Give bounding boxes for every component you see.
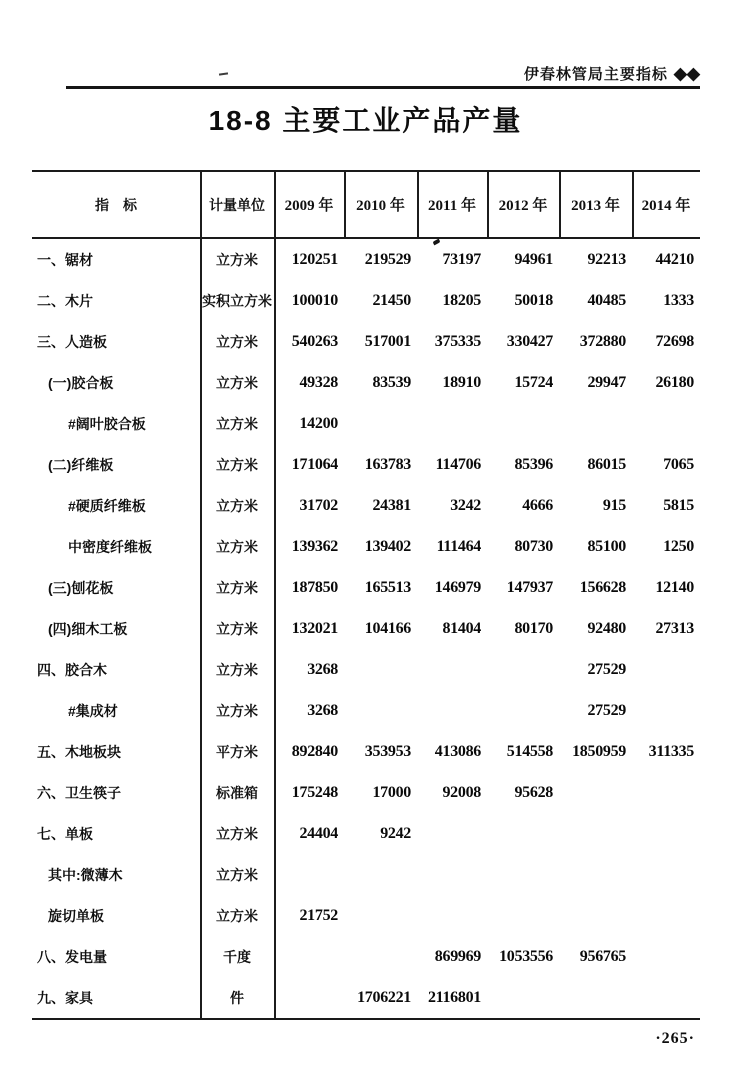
value-cell: 3268 — [307, 701, 338, 719]
indicator-cell: 中密度纤维板 — [68, 538, 152, 555]
value-cell: 92213 — [587, 250, 626, 268]
value-cell: 100010 — [291, 291, 338, 309]
indicator-cell: #阔叶胶合板 — [68, 415, 146, 432]
value-cell: 80170 — [514, 619, 553, 637]
column-header: 2014 年 — [641, 198, 691, 214]
unit-cell: 立方米 — [216, 456, 258, 473]
value-cell: 21752 — [299, 906, 338, 924]
value-cell: 372880 — [579, 332, 626, 350]
value-cell: 15724 — [514, 373, 553, 391]
unit-cell: 立方米 — [216, 866, 258, 883]
column-header: 2013 年 — [571, 198, 620, 214]
value-cell: 17000 — [372, 783, 411, 801]
value-cell: 94961 — [514, 250, 553, 268]
value-cell: 92008 — [442, 783, 481, 801]
unit-cell: 立方米 — [216, 579, 258, 596]
products-table — [32, 170, 700, 1020]
column-header: 2010 年 — [356, 198, 405, 214]
value-cell: 50018 — [514, 291, 553, 309]
column-header: 指 标 — [95, 196, 137, 213]
value-cell: 81404 — [442, 619, 481, 637]
table-row — [32, 977, 700, 1018]
unit-cell: 立方米 — [216, 907, 258, 924]
value-cell: 40485 — [587, 291, 626, 309]
indicator-cell: (四)细木工板 — [48, 620, 128, 637]
table-row — [32, 608, 700, 649]
value-cell: 139402 — [364, 537, 411, 555]
value-cell: 49328 — [299, 373, 338, 391]
value-cell: 139362 — [291, 537, 338, 555]
value-cell: 29947 — [587, 373, 626, 391]
table-row — [32, 526, 700, 567]
value-cell: 175248 — [291, 783, 338, 801]
page-number: ·265· — [655, 1030, 695, 1047]
header-column-separator — [632, 172, 634, 239]
indicator-cell: 其中:微薄木 — [48, 866, 123, 883]
value-cell: 540263 — [291, 332, 338, 350]
column-header: 计量单位 — [209, 196, 265, 213]
column-header: 2009 年 — [284, 198, 334, 214]
table-row — [32, 444, 700, 485]
unit-cell: 标准箱 — [216, 784, 258, 801]
value-cell: 956765 — [579, 947, 626, 965]
value-cell: 219529 — [364, 250, 411, 268]
table-row — [32, 403, 700, 444]
table-header-row — [32, 172, 700, 239]
table-row — [32, 731, 700, 772]
value-cell: 18910 — [442, 373, 481, 391]
value-cell: 156628 — [579, 578, 626, 596]
value-cell: 1053556 — [499, 947, 553, 965]
value-cell: 1706221 — [357, 988, 411, 1006]
indicator-cell: 一、锯材 — [37, 251, 93, 268]
value-cell: 9242 — [380, 824, 411, 842]
value-cell: 413086 — [434, 742, 481, 760]
value-cell: 165513 — [364, 578, 411, 596]
table-row — [32, 649, 700, 690]
indicator-cell: #硬质纤维板 — [68, 497, 146, 514]
value-cell: 1250 — [663, 537, 694, 555]
value-cell: 869969 — [434, 947, 481, 965]
column-header: 2011 年 — [428, 198, 476, 214]
unit-cell: 立方米 — [216, 374, 258, 391]
value-cell: 915 — [602, 496, 626, 514]
indicator-cell: #集成材 — [68, 702, 118, 719]
value-cell: 111464 — [436, 537, 481, 555]
unit-cell: 立方米 — [216, 333, 258, 350]
indicator-cell: 七、单板 — [37, 825, 93, 842]
table-row — [32, 280, 700, 321]
unit-cell: 立方米 — [216, 251, 258, 268]
value-cell: 21450 — [372, 291, 411, 309]
scan-speck — [219, 72, 228, 75]
column-header: 2012 年 — [498, 198, 548, 214]
table-row — [32, 485, 700, 526]
indicator-cell: 九、家具 — [37, 989, 93, 1006]
value-cell: 95628 — [514, 783, 553, 801]
unit-cell: 平方米 — [216, 743, 258, 760]
value-cell: 27529 — [587, 660, 626, 678]
table-body — [32, 239, 700, 1018]
column-rule-unit — [274, 172, 276, 1018]
column-rule-indicator — [200, 172, 202, 1018]
indicator-cell: 八、发电量 — [37, 948, 107, 965]
value-cell: 18205 — [442, 291, 481, 309]
value-cell: 83539 — [372, 373, 411, 391]
value-cell: 24381 — [372, 496, 411, 514]
value-cell: 120251 — [291, 250, 338, 268]
table-row — [32, 362, 700, 403]
value-cell: 86015 — [587, 455, 626, 473]
running-head — [524, 63, 700, 84]
indicator-cell: 二、木片 — [37, 292, 93, 309]
header-column-separator — [487, 172, 489, 239]
header-rule — [66, 86, 700, 89]
table-row — [32, 854, 700, 895]
header-column-separator — [559, 172, 561, 239]
running-head-text: 伊春林管局主要指标 — [523, 66, 668, 83]
unit-cell: 立方米 — [216, 497, 258, 514]
table-row — [32, 690, 700, 731]
unit-cell: 实积立方米 — [202, 292, 272, 309]
value-cell: 892840 — [291, 742, 338, 760]
unit-cell: 立方米 — [216, 620, 258, 637]
value-cell: 171064 — [291, 455, 338, 473]
value-cell: 4666 — [522, 496, 553, 514]
table-row — [32, 239, 700, 280]
value-cell: 3268 — [307, 660, 338, 678]
value-cell: 146979 — [434, 578, 481, 596]
value-cell: 24404 — [299, 824, 338, 842]
unit-cell: 千度 — [223, 948, 251, 965]
value-cell: 1850959 — [572, 742, 626, 760]
indicator-cell: (一)胶合板 — [48, 374, 114, 391]
diamond-icons: ◆◆ — [673, 64, 700, 83]
table-row — [32, 772, 700, 813]
header-column-separator — [344, 172, 346, 239]
table-row — [32, 567, 700, 608]
indicator-cell: 三、人造板 — [37, 333, 107, 350]
value-cell: 7065 — [663, 455, 694, 473]
indicator-cell: 四、胶合木 — [37, 661, 107, 678]
table-row — [32, 895, 700, 936]
indicator-cell: 五、木地板块 — [37, 743, 121, 760]
indicator-cell: (二)纤维板 — [48, 456, 114, 473]
unit-cell: 立方米 — [216, 661, 258, 678]
value-cell: 514558 — [506, 742, 553, 760]
indicator-cell: (三)刨花板 — [48, 579, 114, 596]
value-cell: 104166 — [364, 619, 411, 637]
value-cell: 12140 — [655, 578, 694, 596]
value-cell: 73197 — [442, 250, 481, 268]
value-cell: 353953 — [364, 742, 411, 760]
value-cell: 72698 — [655, 332, 694, 350]
table-row — [32, 813, 700, 854]
value-cell: 375335 — [434, 332, 481, 350]
value-cell: 311335 — [648, 742, 694, 760]
value-cell: 44210 — [655, 250, 694, 268]
value-cell: 187850 — [291, 578, 338, 596]
value-cell: 85396 — [514, 455, 553, 473]
value-cell: 114706 — [435, 455, 481, 473]
value-cell: 5815 — [663, 496, 694, 514]
indicator-cell: 旋切单板 — [48, 907, 104, 924]
value-cell: 92480 — [587, 619, 626, 637]
value-cell: 26180 — [655, 373, 694, 391]
value-cell: 14200 — [299, 414, 338, 432]
unit-cell: 件 — [230, 989, 244, 1006]
value-cell: 80730 — [514, 537, 553, 555]
value-cell: 3242 — [450, 496, 481, 514]
value-cell: 132021 — [291, 619, 338, 637]
table-row — [32, 936, 700, 977]
value-cell: 517001 — [364, 332, 411, 350]
value-cell: 147937 — [506, 578, 553, 596]
unit-cell: 立方米 — [216, 702, 258, 719]
value-cell: 1333 — [663, 291, 694, 309]
value-cell: 2116801 — [427, 988, 481, 1006]
value-cell: 85100 — [587, 537, 626, 555]
header-column-separator — [417, 172, 419, 239]
value-cell: 31702 — [299, 496, 338, 514]
unit-cell: 立方米 — [216, 415, 258, 432]
unit-cell: 立方米 — [216, 538, 258, 555]
value-cell: 330427 — [506, 332, 553, 350]
page-title: 18-8 主要工业产品产量 — [208, 105, 523, 136]
table-row — [32, 321, 700, 362]
value-cell: 27313 — [655, 619, 694, 637]
value-cell: 163783 — [364, 455, 411, 473]
unit-cell: 立方米 — [216, 825, 258, 842]
value-cell: 27529 — [587, 701, 626, 719]
indicator-cell: 六、卫生筷子 — [37, 784, 121, 801]
